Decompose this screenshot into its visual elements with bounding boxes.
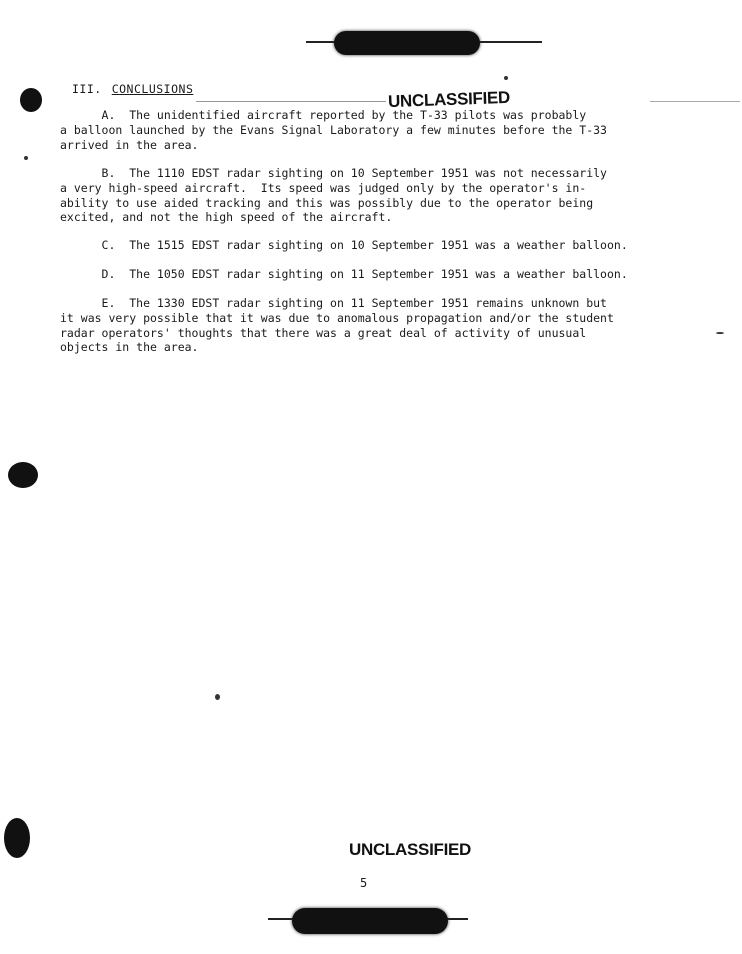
conclusion-paragraph-e: E. The 1330 EDST radar sighting on 11 September 1951 remains unknown but it was very possible that it was due to anomalous propagation and/or the student radar operators' thoughts that there was a great deal of activity of unusual objects in the area. xyxy=(60,296,614,355)
top-redaction-bar xyxy=(334,31,480,55)
classification-stamp-bottom: UNCLASSIFIED xyxy=(349,840,472,859)
section-heading xyxy=(72,82,193,96)
ink-speck xyxy=(215,694,220,700)
ink-smear xyxy=(8,462,38,488)
conclusion-paragraph-a: A. The unidentified aircraft reported by the T-33 pilots was probably a balloon launched by the Evans Signal Laboratory a few minutes before the T-33 arrived in the area. xyxy=(60,108,607,152)
ink-speck xyxy=(716,332,724,334)
classification-stamp-top: UNCLASSIFIED xyxy=(387,87,511,112)
ink-smear xyxy=(4,818,30,858)
section-title: CONCLUSIONS xyxy=(111,82,194,96)
section-number: III. xyxy=(72,82,102,96)
page-number: 5 xyxy=(360,876,368,890)
conclusion-paragraph-d: D. The 1050 EDST radar sighting on 11 September 1951 was a weather balloon. xyxy=(60,267,628,281)
scan-noise xyxy=(650,101,740,102)
scan-noise xyxy=(196,101,386,102)
ink-speck xyxy=(24,156,28,160)
ink-smear xyxy=(20,88,42,112)
ink-speck xyxy=(504,76,508,80)
bottom-redaction-bar xyxy=(292,908,448,934)
conclusion-paragraph-b: B. The 1110 EDST radar sighting on 10 September 1951 was not necessarily a very high-speed aircraft. Its speed was judged only by the operator's in- ability to use aided tracking and this was possibly due to the operator being excited, and not the high speed of the aircraft. xyxy=(60,166,607,225)
conclusion-paragraph-c: C. The 1515 EDST radar sighting on 10 September 1951 was a weather balloon. xyxy=(60,238,628,252)
